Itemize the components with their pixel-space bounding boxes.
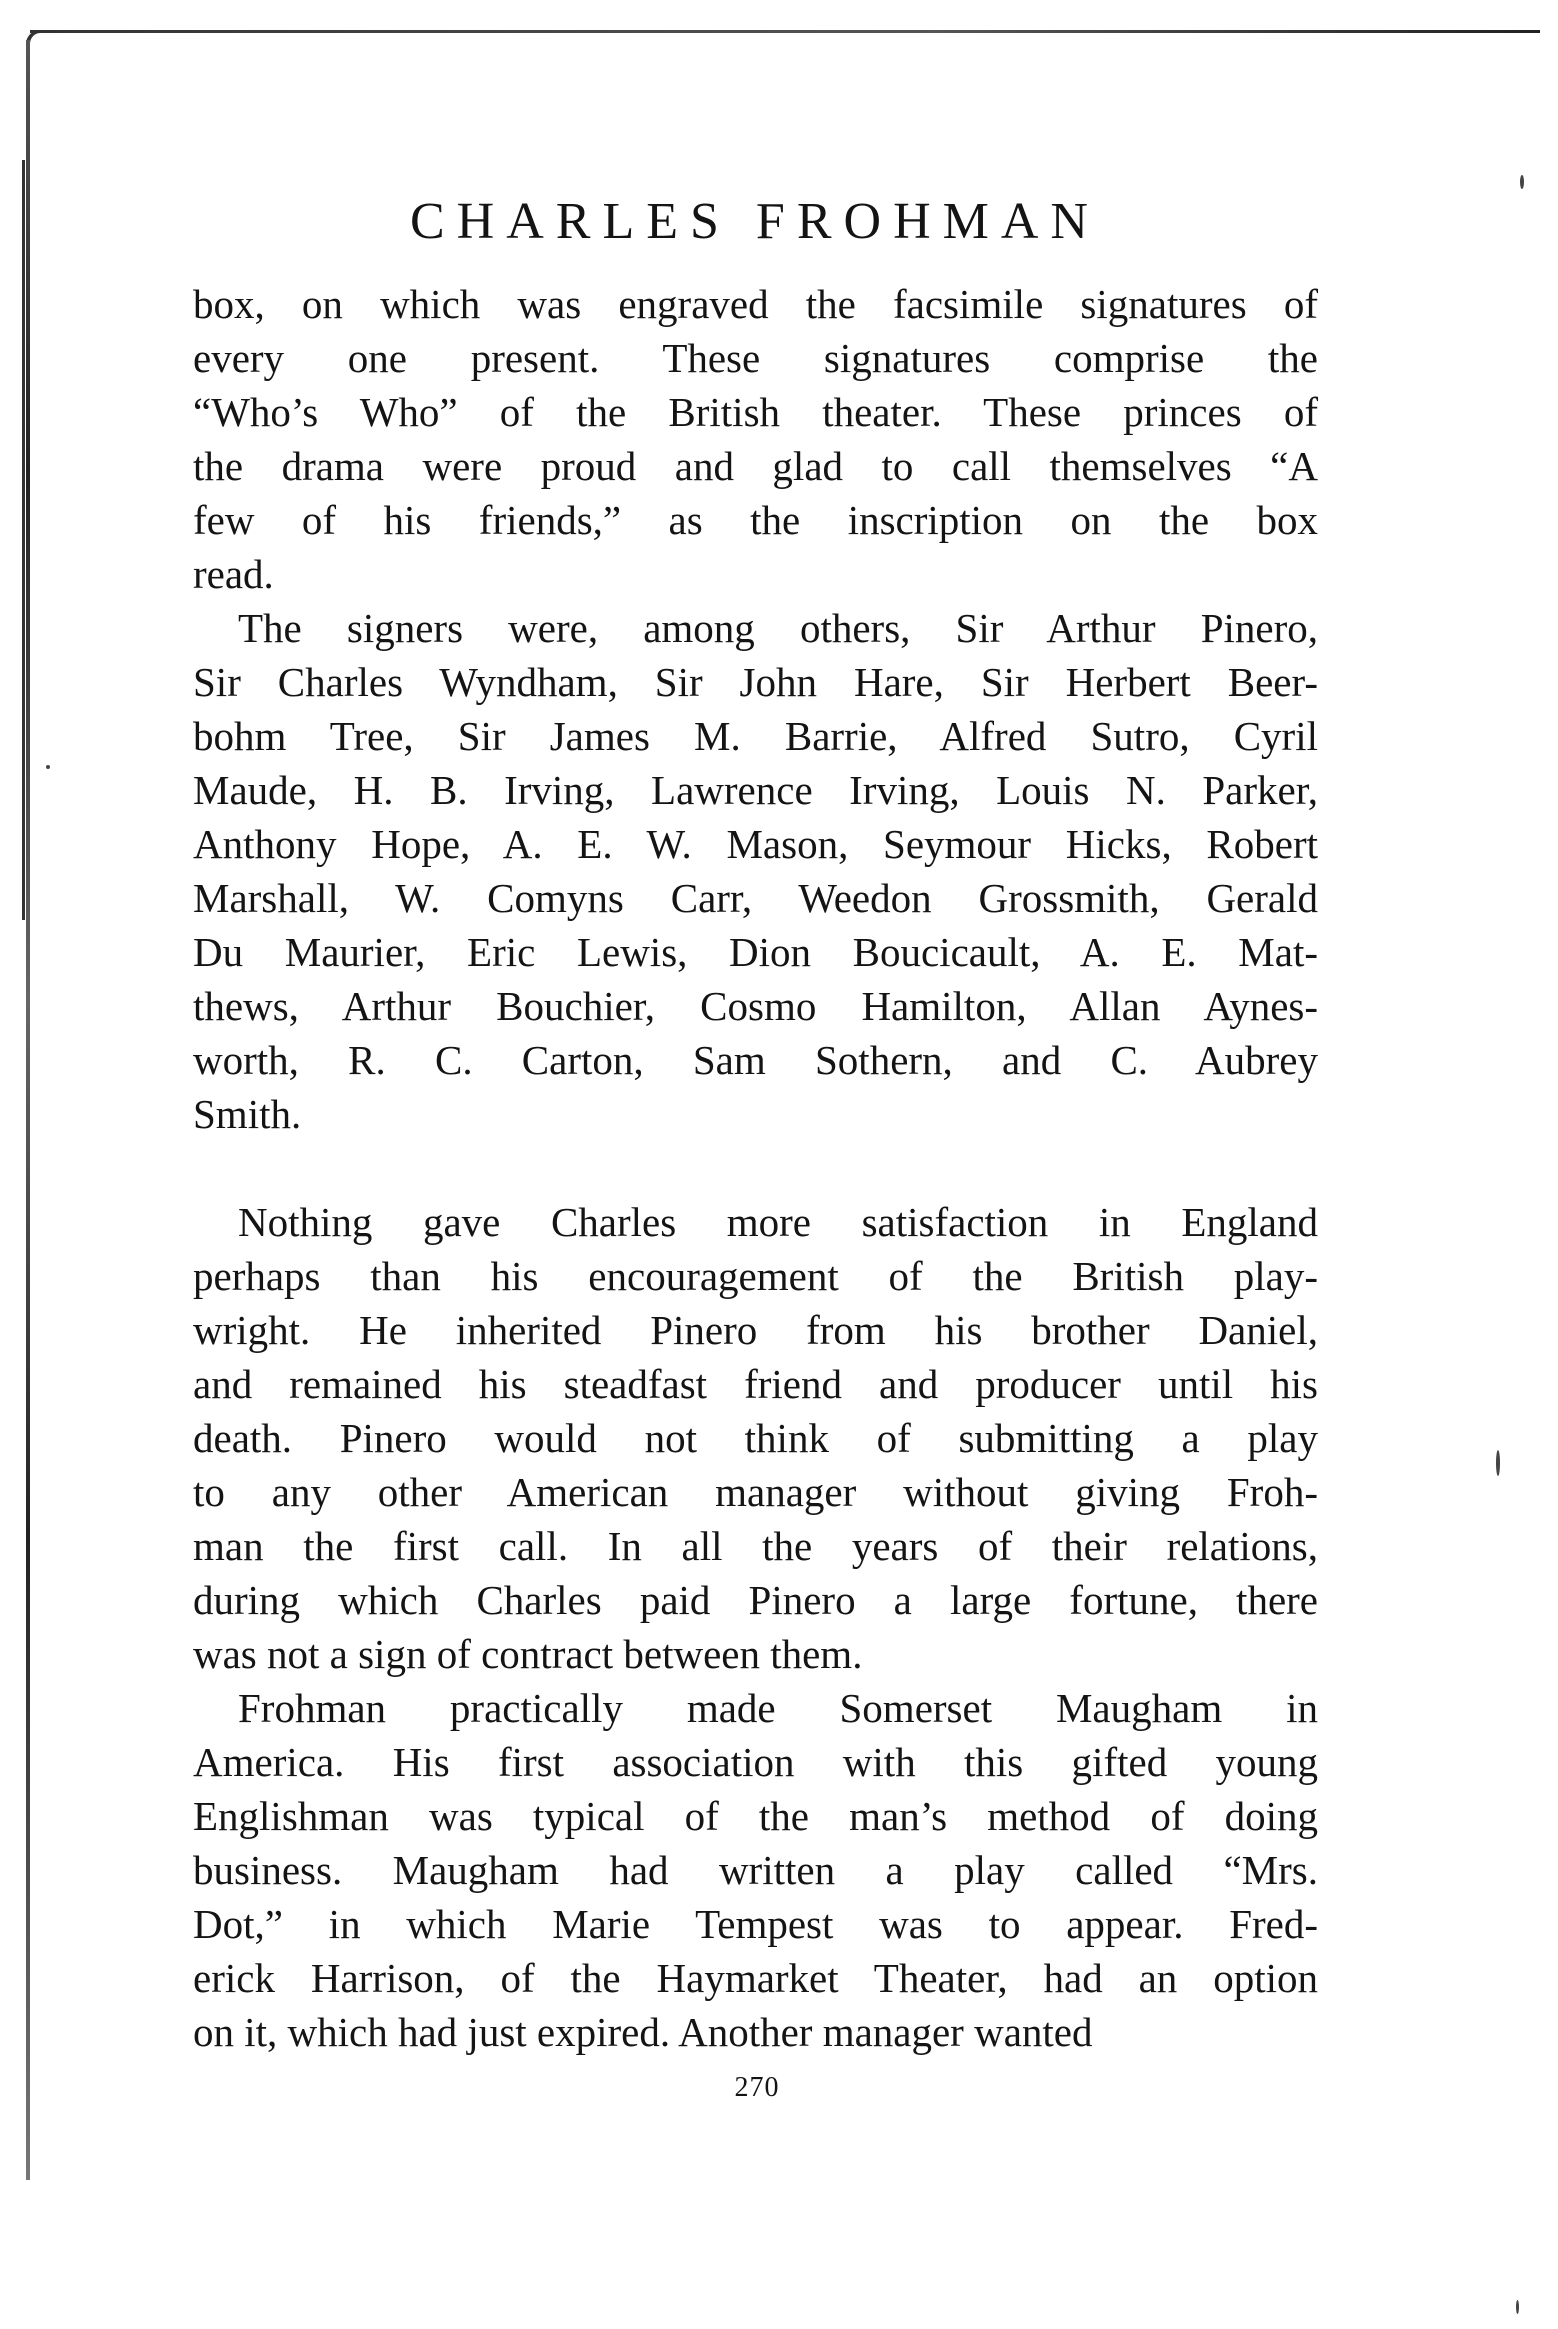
text-line: read. [193, 551, 274, 597]
text-line: erick Harrison, of the Haymarket Theater, had an option [193, 1955, 1318, 2001]
page-corner [26, 30, 60, 63]
text-line: business. Maugham had written a play called “Mrs. [193, 1847, 1318, 1893]
text-line: America. His first association with this gifted young [193, 1739, 1318, 1785]
text-line: worth, R. C. Carton, Sam Sothern, and C. Aubrey [193, 1037, 1318, 1083]
scan-speck [1516, 2300, 1519, 2314]
running-header: CHARLES FROHMAN [410, 193, 1100, 250]
text-line: few of his friends,” as the inscription on the box [193, 497, 1318, 543]
text-line: perhaps than his encouragement of the British play- [193, 1253, 1318, 1299]
text-line: Maude, H. B. Irving, Lawrence Irving, Louis N. Parker, [193, 767, 1318, 813]
text-line: and remained his steadfast friend and producer until his [193, 1361, 1318, 1407]
scan-speck [1496, 1450, 1500, 1476]
text-line: to any other American manager without giving Froh- [193, 1469, 1318, 1515]
text-line: man the first call. In all the years of their relations, [193, 1523, 1318, 1569]
text-line: death. Pinero would not think of submitting a play [193, 1415, 1318, 1461]
text-line: Anthony Hope, A. E. W. Mason, Seymour Hicks, Robert [193, 821, 1318, 867]
paragraph [193, 601, 1318, 1141]
text-line: on it, which had just expired. Another manager wanted [193, 2009, 1093, 2055]
text-line: Marshall, W. Comyns Carr, Weedon Grossmith, Gerald [193, 875, 1318, 921]
paragraph-gap [193, 1141, 1318, 1195]
text-line: was not a sign of contract between them. [193, 1631, 863, 1677]
text-line: Sir Charles Wyndham, Sir John Hare, Sir Herbert Beer- [193, 659, 1318, 705]
scan-speck [46, 765, 50, 769]
page-number: 270 [734, 2072, 780, 2103]
paragraph [193, 1195, 1318, 1681]
page-edge-shadow [22, 160, 25, 920]
page-edge-left [26, 40, 30, 2180]
scan-speck [1520, 175, 1524, 189]
text-line: wright. He inherited Pinero from his brother Daniel, [193, 1307, 1318, 1353]
text-line: thews, Arthur Bouchier, Cosmo Hamilton, Allan Aynes- [193, 983, 1318, 1029]
text-line: Du Maurier, Eric Lewis, Dion Boucicault, A. E. Mat- [193, 929, 1318, 975]
body-text [193, 277, 1318, 2059]
paragraph [193, 1681, 1318, 2059]
text-line: during which Charles paid Pinero a large fortune, there [193, 1577, 1318, 1623]
paragraph [193, 277, 1318, 601]
page-edge-top [30, 30, 1540, 33]
text-line: every one present. These signatures comprise the [193, 335, 1318, 381]
text-line: Smith. [193, 1091, 302, 1137]
text-line: Englishman was typical of the man’s method of doing [193, 1793, 1318, 1839]
text-line: The signers were, among others, Sir Arthur Pinero, [238, 605, 1318, 651]
text-line: Frohman practically made Somerset Maugham in [238, 1685, 1318, 1731]
text-line: bohm Tree, Sir James M. Barrie, Alfred Sutro, Cyril [193, 713, 1318, 759]
text-line: Nothing gave Charles more satisfaction in England [238, 1199, 1318, 1245]
text-line: Dot,” in which Marie Tempest was to appear. Fred- [193, 1901, 1318, 1947]
text-line: box, on which was engraved the facsimile signatures of [193, 281, 1318, 327]
text-line: “Who’s Who” of the British theater. These princes of [193, 389, 1318, 435]
text-line: the drama were proud and glad to call themselves “A [193, 443, 1318, 489]
